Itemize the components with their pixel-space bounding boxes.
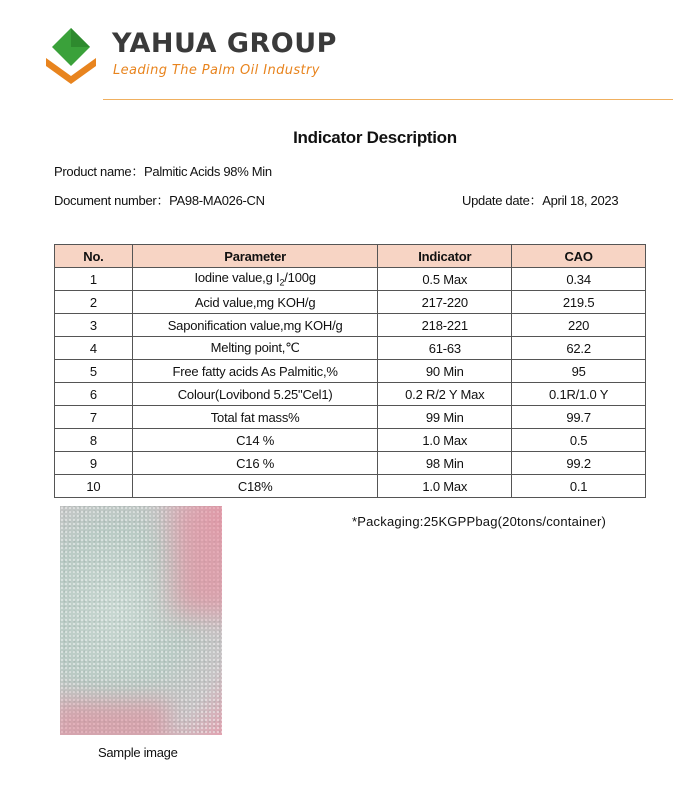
sample-image-shade [60, 700, 170, 735]
cell-indicator: 0.2 R/2 Y Max [378, 383, 512, 406]
param-subscript: 2 [279, 277, 285, 288]
document-number-value: PA98-MA026-CN [169, 193, 265, 208]
diamond-chevron-logo-icon [40, 26, 102, 88]
table-row [55, 268, 646, 291]
cell-no: 4 [55, 337, 133, 360]
cell-parameter: Melting point,℃ [132, 337, 378, 360]
cell-indicator: 90 Min [378, 360, 512, 383]
header-no: No. [55, 245, 133, 268]
cell-cao: 62.2 [512, 337, 646, 360]
cell-indicator: 61-63 [378, 337, 512, 360]
sample-image-caption: Sample image [98, 745, 178, 760]
cell-indicator: 217-220 [378, 291, 512, 314]
param-text-tail: /100g [284, 270, 316, 286]
table-row [55, 360, 646, 383]
indicator-table [54, 244, 646, 498]
cell-no: 3 [55, 314, 133, 337]
cell-cao: 219.5 [512, 291, 646, 314]
table-row [55, 429, 646, 452]
cell-cao: 220 [512, 314, 646, 337]
cell-indicator: 218-221 [378, 314, 512, 337]
cell-no: 9 [55, 452, 133, 475]
cell-no: 2 [55, 291, 133, 314]
brand-name: YAHUA GROUP [112, 28, 337, 59]
table-row [55, 475, 646, 498]
cell-cao: 0.34 [512, 268, 646, 291]
brand-tagline: Leading The Palm Oil Industry [113, 63, 320, 78]
cell-parameter: Total fat mass% [132, 406, 378, 429]
table-row [55, 383, 646, 406]
cell-parameter: C14 % [132, 429, 378, 452]
table-row [55, 406, 646, 429]
document-number-label: Document number： [54, 193, 170, 208]
header-parameter: Parameter [132, 245, 378, 268]
header-divider [103, 99, 673, 100]
header-cao: CAO [512, 245, 646, 268]
product-name [54, 161, 272, 180]
cell-indicator: 1.0 Max [378, 429, 512, 452]
cell-no: 1 [55, 268, 133, 291]
table-row [55, 337, 646, 360]
cell-parameter: Acid value,mg KOH/g [132, 291, 378, 314]
cell-cao: 99.2 [512, 452, 646, 475]
update-date [462, 190, 618, 209]
cell-parameter: C18% [132, 475, 378, 498]
update-date-value: April 18, 2023 [542, 193, 619, 208]
header-indicator: Indicator [378, 245, 512, 268]
cell-parameter: Colour(Lovibond 5.25"Cel1) [132, 383, 378, 406]
cell-cao: 0.1 [512, 475, 646, 498]
packaging-note: *Packaging:25KGPPbag(20tons/container) [352, 514, 607, 529]
product-name-value: Palmitic Acids 98% Min [144, 164, 272, 179]
cell-indicator: 98 Min [378, 452, 512, 475]
cell-parameter: Free fatty acids As Palmitic,% [132, 360, 378, 383]
cell-no: 8 [55, 429, 133, 452]
table-row [55, 291, 646, 314]
cell-cao: 99.7 [512, 406, 646, 429]
table-row [55, 314, 646, 337]
cell-parameter: Saponification value,mg KOH/g [132, 314, 378, 337]
cell-indicator: 1.0 Max [378, 475, 512, 498]
cell-no: 5 [55, 360, 133, 383]
cell-no: 7 [55, 406, 133, 429]
table-header-row [55, 245, 646, 268]
cell-no: 6 [55, 383, 133, 406]
product-name-label: Product name： [54, 164, 145, 179]
cell-parameter [132, 268, 378, 291]
cell-indicator: 99 Min [378, 406, 512, 429]
cell-parameter: C16 % [132, 452, 378, 475]
document-number [54, 190, 265, 209]
param-text: Iodine value,g I [194, 270, 280, 286]
cell-cao: 0.1R/1.0 Y [512, 383, 646, 406]
header [0, 0, 689, 100]
cell-no: 10 [55, 475, 133, 498]
page-title: Indicator Description [293, 128, 457, 147]
table-row [55, 452, 646, 475]
cell-cao: 0.5 [512, 429, 646, 452]
cell-indicator: 0.5 Max [378, 268, 512, 291]
sample-image [60, 506, 222, 735]
cell-cao: 95 [512, 360, 646, 383]
update-date-label: Update date： [462, 193, 543, 208]
